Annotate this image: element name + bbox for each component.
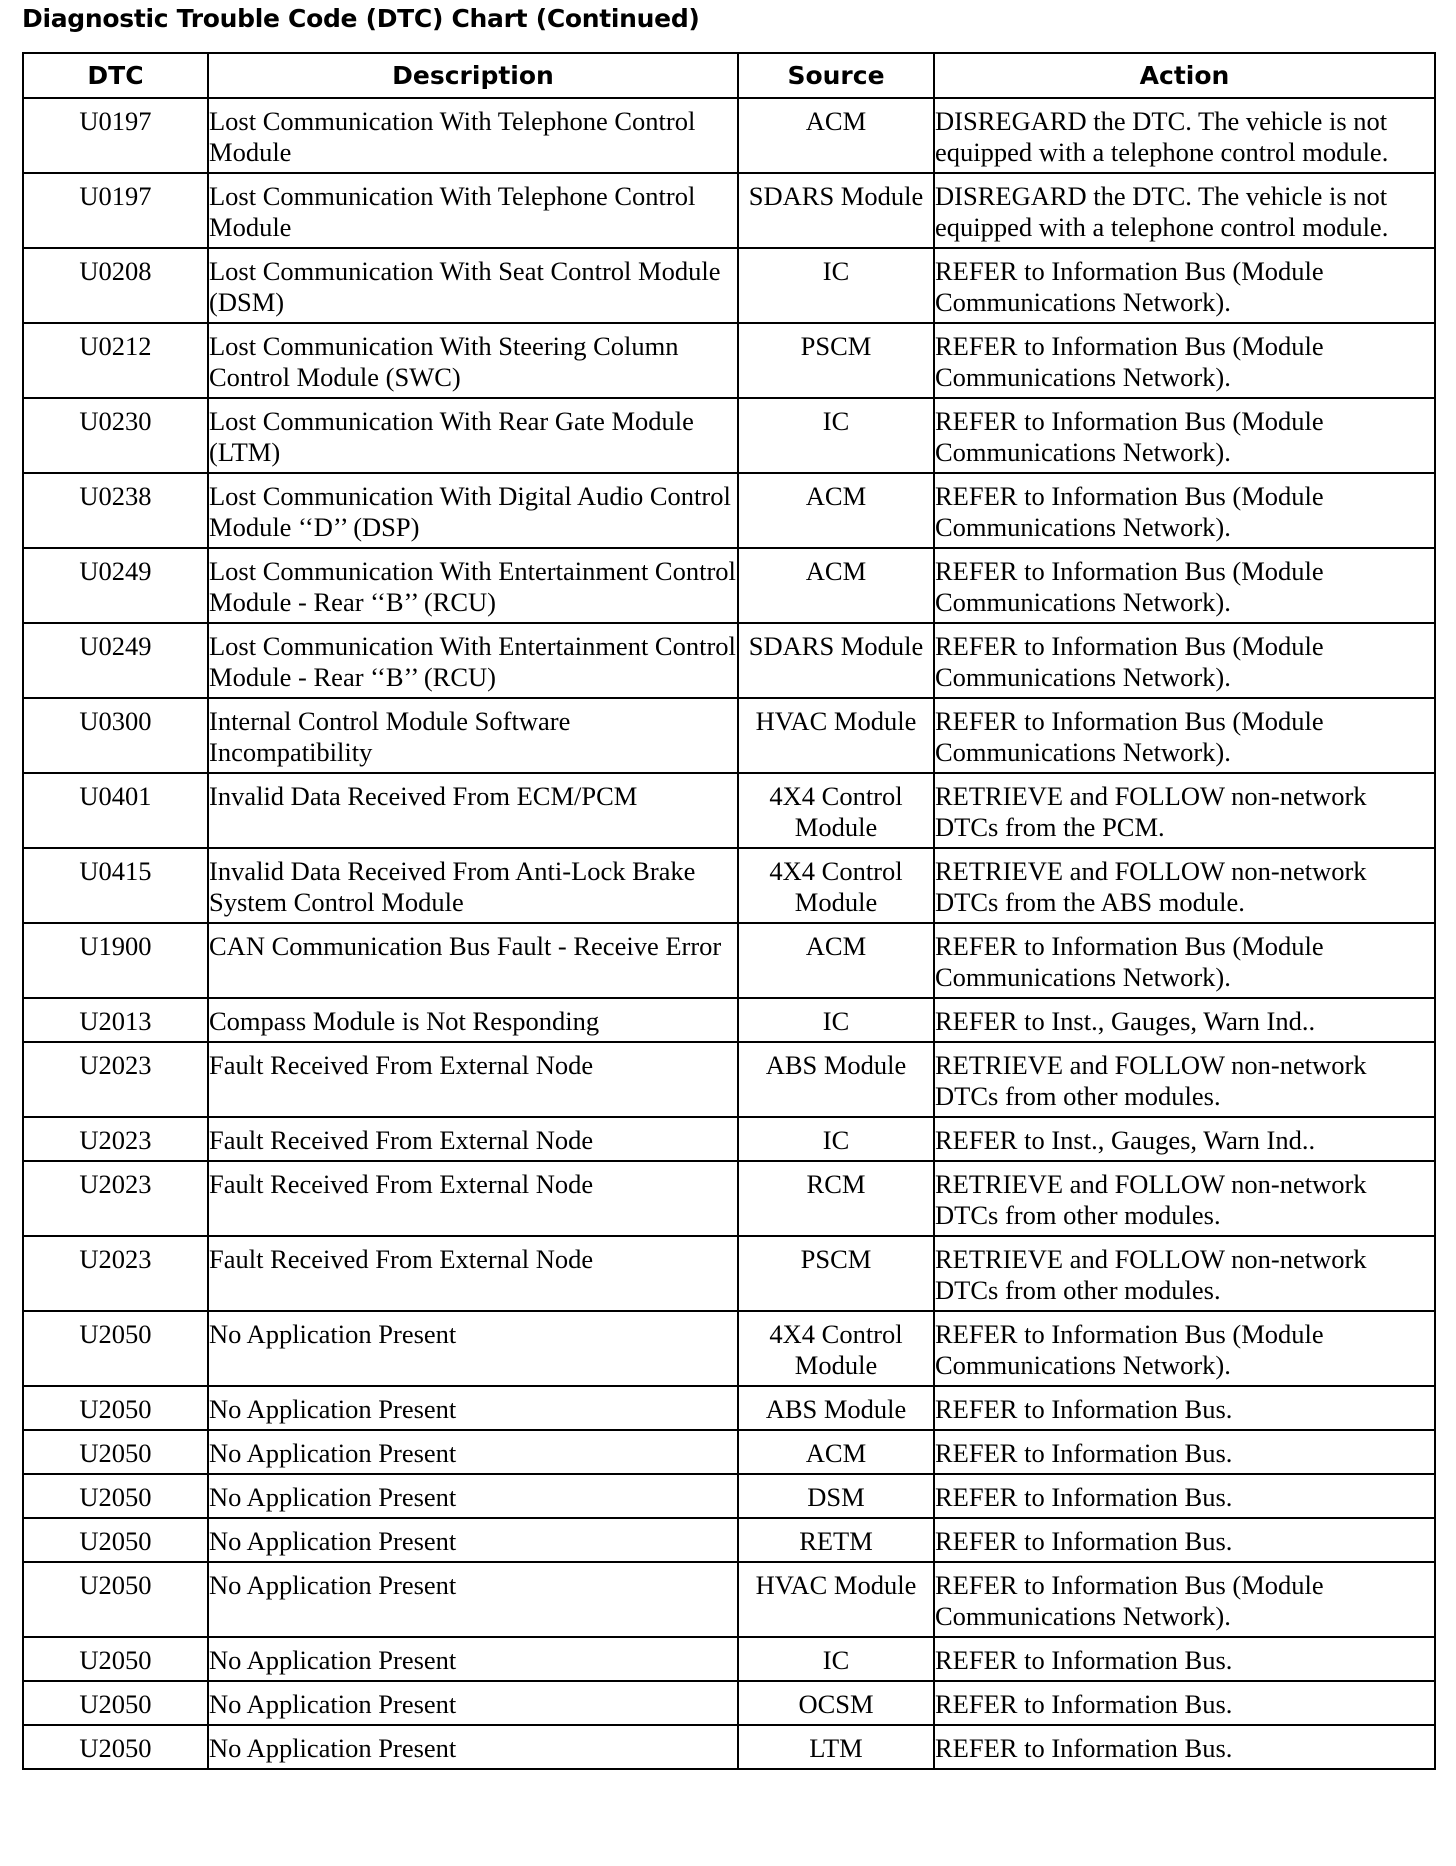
dtc-code-cell: U0208 [23,248,208,323]
description-cell: Compass Module is Not Responding [208,998,738,1042]
page-title: Diagnostic Trouble Code (DTC) Chart (Continued) [22,4,700,33]
table-row [23,173,1435,248]
dtc-code-cell: U2050 [23,1430,208,1474]
table-row [23,1386,1435,1430]
source-cell: RETM [738,1518,934,1562]
table-row [23,98,1435,173]
table-row [23,773,1435,848]
description-cell: Invalid Data Received From Anti-Lock Brake System Control Module [208,848,738,923]
column-header-dtc: DTC [23,53,208,98]
description-cell: No Application Present [208,1474,738,1518]
table-row [23,1725,1435,1769]
dtc-code-cell: U2050 [23,1681,208,1725]
action-cell: REFER to Information Bus (Module Communications Network). [934,1311,1435,1386]
dtc-code-cell: U0238 [23,473,208,548]
source-cell: ACM [738,548,934,623]
description-cell: Fault Received From External Node [208,1042,738,1117]
action-cell: RETRIEVE and FOLLOW non-network DTCs from other modules. [934,1236,1435,1311]
action-cell: REFER to Information Bus (Module Communications Network). [934,1562,1435,1637]
description-cell: No Application Present [208,1562,738,1637]
table-row [23,1161,1435,1236]
table-row [23,548,1435,623]
description-cell: Lost Communication With Telephone Control Module [208,173,738,248]
source-cell: IC [738,398,934,473]
description-cell: No Application Present [208,1311,738,1386]
table-row [23,1518,1435,1562]
source-cell: 4X4 Control Module [738,1311,934,1386]
description-cell: No Application Present [208,1518,738,1562]
action-cell: REFER to Information Bus. [934,1430,1435,1474]
source-cell: OCSM [738,1681,934,1725]
table-row [23,323,1435,398]
action-cell: REFER to Information Bus. [934,1681,1435,1725]
dtc-code-cell: U2023 [23,1236,208,1311]
action-cell: REFER to Inst., Gauges, Warn Ind.. [934,1117,1435,1161]
description-cell: Lost Communication With Entertainment Control Module - Rear ‘‘B’’ (RCU) [208,548,738,623]
dtc-code-cell: U2023 [23,1161,208,1236]
source-cell: HVAC Module [738,1562,934,1637]
table-row [23,1311,1435,1386]
description-cell: Lost Communication With Rear Gate Module (LTM) [208,398,738,473]
dtc-code-cell: U0197 [23,98,208,173]
dtc-chart-table [22,52,1436,1770]
dtc-code-cell: U0300 [23,698,208,773]
dtc-code-cell: U0415 [23,848,208,923]
description-cell: CAN Communication Bus Fault - Receive Error [208,923,738,998]
dtc-code-cell: U2023 [23,1117,208,1161]
source-cell: IC [738,248,934,323]
table-row [23,248,1435,323]
source-cell: ACM [738,1430,934,1474]
table-row [23,623,1435,698]
source-cell: ABS Module [738,1386,934,1430]
description-cell: Internal Control Module Software Incompatibility [208,698,738,773]
description-cell: Fault Received From External Node [208,1117,738,1161]
action-cell: RETRIEVE and FOLLOW non-network DTCs from the PCM. [934,773,1435,848]
dtc-code-cell: U2050 [23,1725,208,1769]
dtc-code-cell: U2050 [23,1518,208,1562]
dtc-code-cell: U0230 [23,398,208,473]
table-body [23,98,1435,1769]
description-cell: Lost Communication With Entertainment Control Module - Rear ‘‘B’’ (RCU) [208,623,738,698]
action-cell: REFER to Information Bus. [934,1474,1435,1518]
action-cell: REFER to Information Bus (Module Communications Network). [934,248,1435,323]
source-cell: 4X4 Control Module [738,848,934,923]
source-cell: 4X4 Control Module [738,773,934,848]
source-cell: IC [738,1637,934,1681]
dtc-code-cell: U0249 [23,548,208,623]
action-cell: RETRIEVE and FOLLOW non-network DTCs from the ABS module. [934,848,1435,923]
table-row [23,1042,1435,1117]
table-row [23,1430,1435,1474]
dtc-code-cell: U0197 [23,173,208,248]
source-cell: DSM [738,1474,934,1518]
source-cell: ABS Module [738,1042,934,1117]
table-row [23,998,1435,1042]
table-header-row [23,53,1435,98]
table-row [23,398,1435,473]
description-cell: Fault Received From External Node [208,1236,738,1311]
table-row [23,848,1435,923]
action-cell: REFER to Inst., Gauges, Warn Ind.. [934,998,1435,1042]
dtc-code-cell: U0249 [23,623,208,698]
source-cell: ACM [738,473,934,548]
description-cell: Lost Communication With Steering Column Control Module (SWC) [208,323,738,398]
action-cell: REFER to Information Bus (Module Communications Network). [934,398,1435,473]
dtc-code-cell: U2050 [23,1311,208,1386]
action-cell: RETRIEVE and FOLLOW non-network DTCs from other modules. [934,1042,1435,1117]
dtc-code-cell: U0401 [23,773,208,848]
description-cell: Lost Communication With Seat Control Module (DSM) [208,248,738,323]
action-cell: RETRIEVE and FOLLOW non-network DTCs from other modules. [934,1161,1435,1236]
table-row [23,1681,1435,1725]
source-cell: ACM [738,98,934,173]
source-cell: RCM [738,1161,934,1236]
source-cell: SDARS Module [738,623,934,698]
source-cell: SDARS Module [738,173,934,248]
source-cell: IC [738,1117,934,1161]
column-header-source: Source [738,53,934,98]
source-cell: PSCM [738,1236,934,1311]
dtc-code-cell: U2050 [23,1562,208,1637]
description-cell: No Application Present [208,1725,738,1769]
action-cell: REFER to Information Bus. [934,1637,1435,1681]
description-cell: No Application Present [208,1386,738,1430]
description-cell: Lost Communication With Digital Audio Control Module ‘‘D’’ (DSP) [208,473,738,548]
column-header-description: Description [208,53,738,98]
description-cell: Lost Communication With Telephone Control Module [208,98,738,173]
table-row [23,473,1435,548]
description-cell: No Application Present [208,1637,738,1681]
source-cell: LTM [738,1725,934,1769]
table-row [23,1236,1435,1311]
description-cell: No Application Present [208,1430,738,1474]
table-row [23,923,1435,998]
action-cell: DISREGARD the DTC. The vehicle is not equipped with a telephone control module. [934,173,1435,248]
description-cell: No Application Present [208,1681,738,1725]
dtc-code-cell: U2023 [23,1042,208,1117]
source-cell: ACM [738,923,934,998]
dtc-code-cell: U1900 [23,923,208,998]
action-cell: DISREGARD the DTC. The vehicle is not equipped with a telephone control module. [934,98,1435,173]
dtc-code-cell: U2050 [23,1474,208,1518]
source-cell: PSCM [738,323,934,398]
table-row [23,1562,1435,1637]
table-row [23,1637,1435,1681]
table-row [23,1474,1435,1518]
source-cell: IC [738,998,934,1042]
action-cell: REFER to Information Bus. [934,1518,1435,1562]
dtc-code-cell: U0212 [23,323,208,398]
table-row [23,698,1435,773]
action-cell: REFER to Information Bus (Module Communications Network). [934,548,1435,623]
dtc-code-cell: U2050 [23,1386,208,1430]
action-cell: REFER to Information Bus (Module Communications Network). [934,473,1435,548]
description-cell: Fault Received From External Node [208,1161,738,1236]
table-row [23,1117,1435,1161]
source-cell: HVAC Module [738,698,934,773]
action-cell: REFER to Information Bus (Module Communications Network). [934,923,1435,998]
action-cell: REFER to Information Bus. [934,1386,1435,1430]
action-cell: REFER to Information Bus (Module Communications Network). [934,698,1435,773]
column-header-action: Action [934,53,1435,98]
action-cell: REFER to Information Bus (Module Communications Network). [934,323,1435,398]
description-cell: Invalid Data Received From ECM/PCM [208,773,738,848]
action-cell: REFER to Information Bus. [934,1725,1435,1769]
dtc-code-cell: U2050 [23,1637,208,1681]
action-cell: REFER to Information Bus (Module Communications Network). [934,623,1435,698]
dtc-code-cell: U2013 [23,998,208,1042]
